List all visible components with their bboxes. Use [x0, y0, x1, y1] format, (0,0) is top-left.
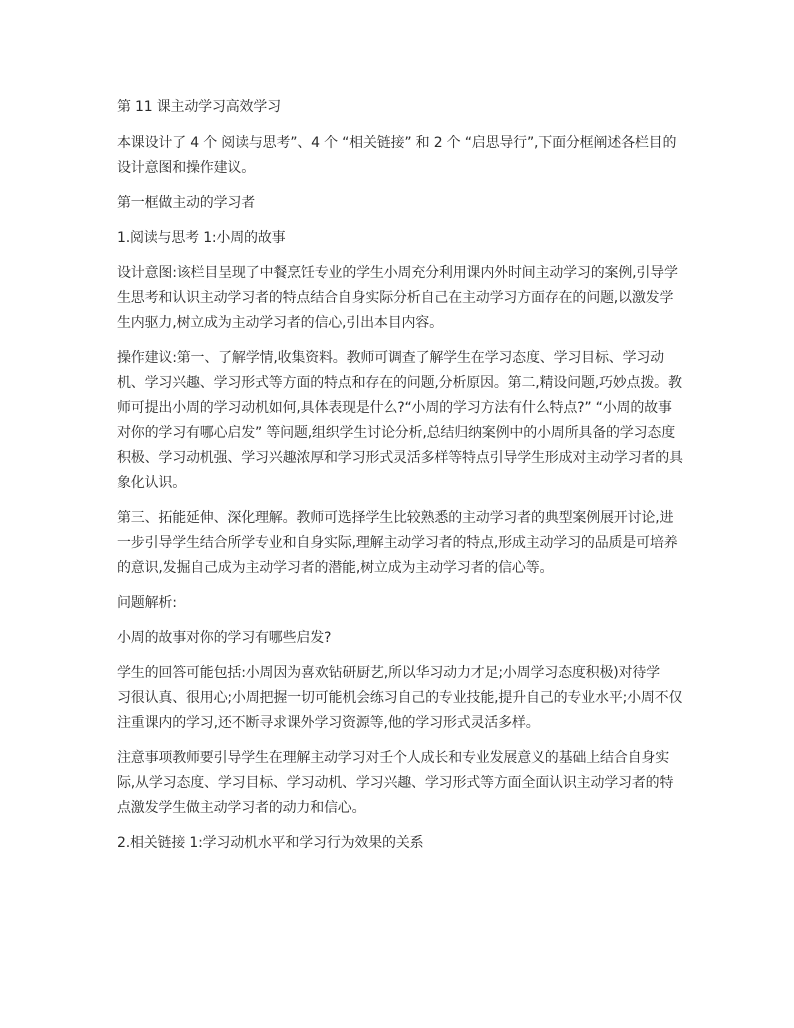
problem-analysis-heading: 问题解析: [117, 595, 177, 611]
notes-paragraph: 注意事项教师要引导学生在理解主动学习对壬个人成长和专业发展意义的基础上结合自身实际,从学习态度、学习目标、学习动机、学习兴趣、学习形式等方面全面认识主动学习者的特点激发学生做主动学习者的动力和信心。 [117, 750, 674, 816]
intro-paragraph: 本课设计了 4 个 阅读与思考”、4 个 “相关链接” 和 2 个 “启思导行”,下面分框阐述各栏目的设计意图和操作建议。 [117, 135, 677, 176]
section-heading: 第一框做主动的学习者 [117, 195, 255, 211]
third-step-paragraph: 第三、拓能延伸、深化理解。教师可选择学生比较熟悉的主动学习者的典型案例展开讨论,进一步引导学生结合所学专业和自身实际,理解主动学习者的特点,形成主动学习的品质是可培养的意识,发掘自己成为主动学习者的潜能,树立成为主动学习者的信心等。 [117, 510, 678, 576]
subsection-heading: 1.阅读与思考 1:小周的故事 [117, 230, 286, 246]
answer-paragraph: 习很认真、很用心;小周把握一切可能机会练习自己的专业技能,提升自己的专业水平;小周不仅注重课内的学习,还不断寻求课外学习资源等,他的学习形式灵活多样。 [117, 690, 683, 731]
link-heading: 2.相关链接 1:学习动机水平和学习行为效果的关系 [117, 835, 424, 851]
operation-advice-paragraph: 操作建议:第一、了解学情,收集资料。教师可调查了解学生在学习态度、学习目标、学习动机、学习兴趣、学习形式等方面的特点和存在的问题,分析原因。第二,精设问题,巧妙点拨。教师可提出小周的学习动机如何,具体表现是什么?“小周的学习方法有什么特点?” “小周的故事对你的学习有哪心启发” 等问题,组织学生讨论分析,总结归纳案例中的小周所具备的学习态度积极、学习动机强、学习兴趣浓厚和学习形式灵活多样等特点引导学生形成对主动学习者的具象化认识。 [117, 350, 683, 491]
question-text: 小周的故事对你的学习有哪些启发? [117, 630, 332, 646]
answer-line-1: 学生的回答可能包括:小周因为喜欢钻研厨艺,所以华习动力才足;小周学习态度积极)对待学 [117, 665, 660, 681]
lesson-title: 第 11 课主动学习高效学习 [117, 99, 281, 115]
document-body [117, 95, 683, 866]
design-intent-paragraph: 设计意图:该栏目呈现了中餐烹饪专业的学生小周充分利用课内外时间主动学习的案例,引导学生思考和认识主动学习者的特点结合自身实际分析自己在主动学习方面存在的问题,以激发学生内驱力,树立成为主动学习者的信心,引出本目内容。 [117, 265, 678, 331]
